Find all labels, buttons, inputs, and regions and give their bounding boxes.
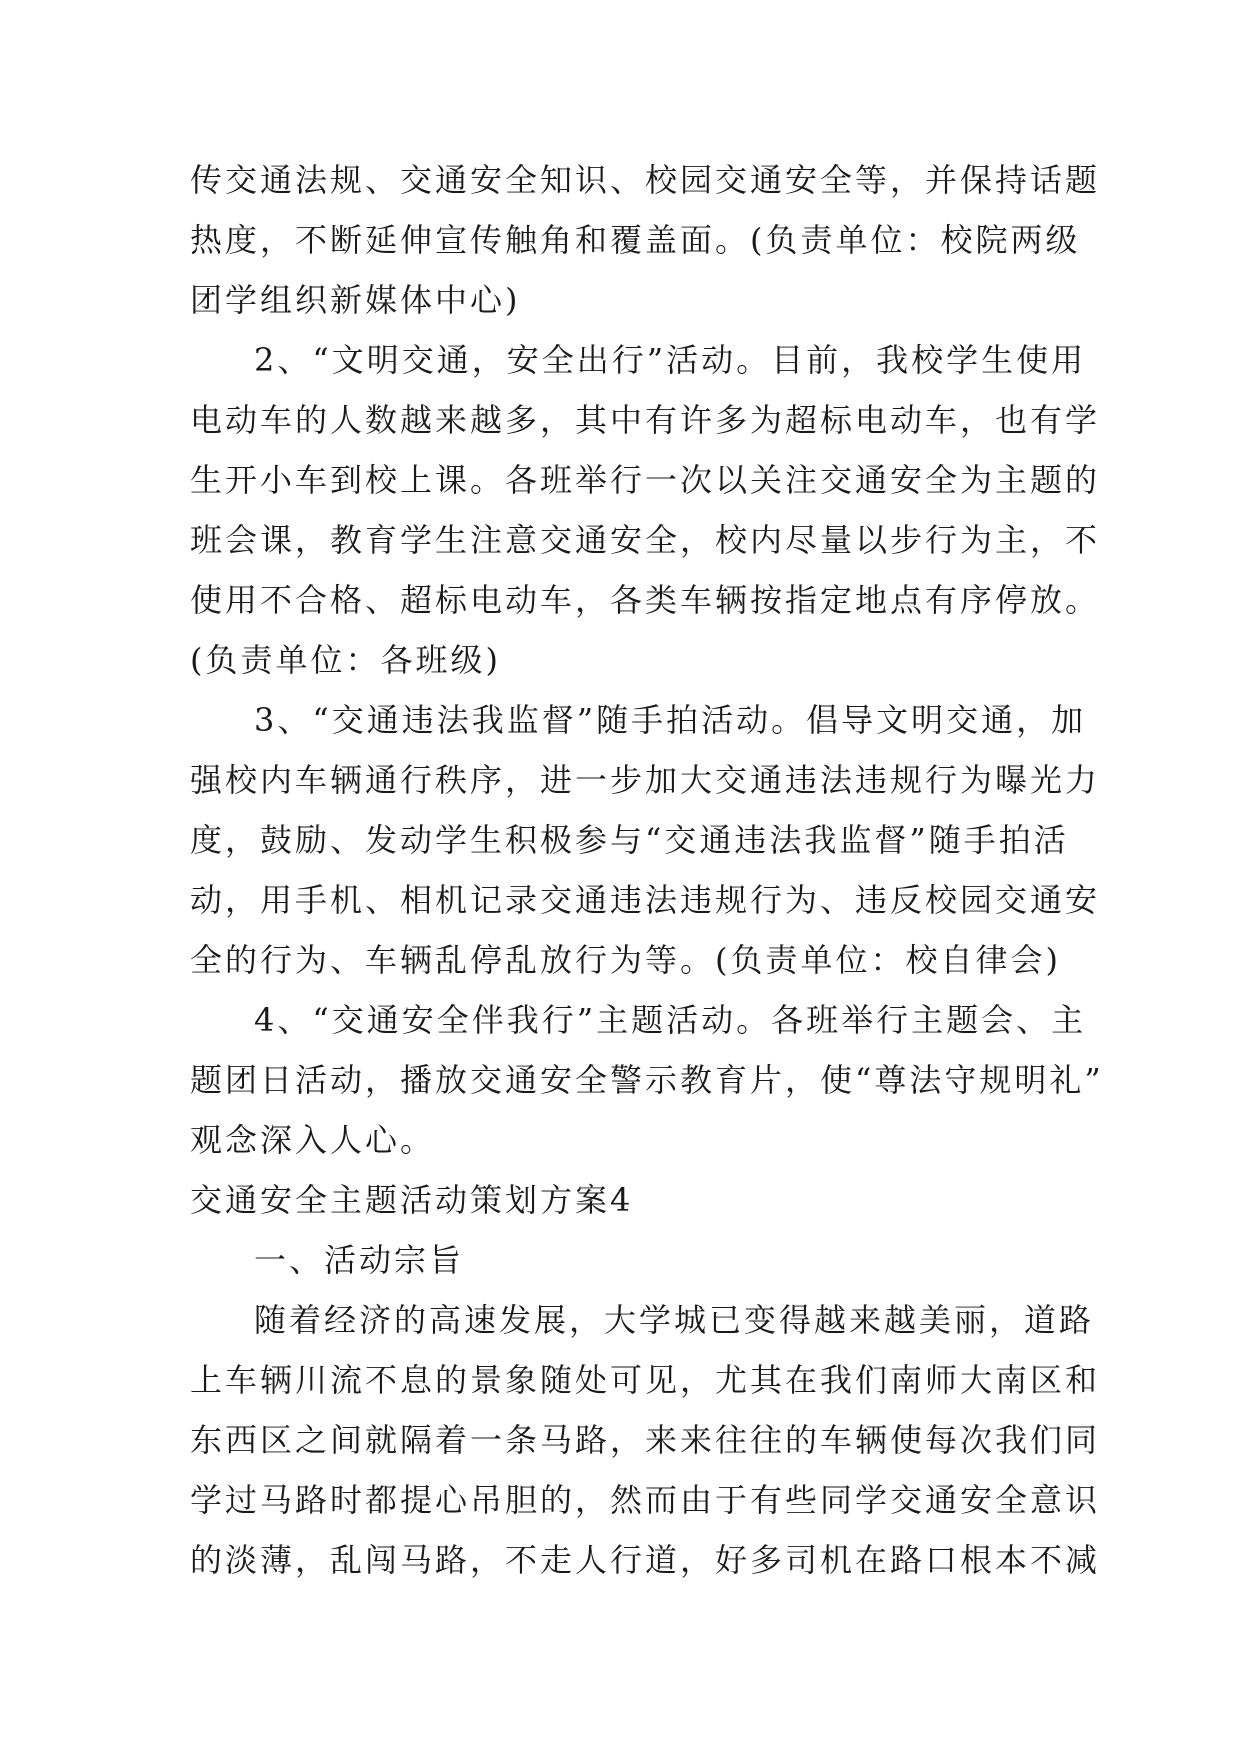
- document-body: [190, 150, 1104, 1590]
- text-line: 随着经济的高速发展，大学城已变得越来越美丽，道路: [254, 1301, 1095, 1339]
- text-line: 东西区之间就隔着一条马路，来来往往的车辆使每次我们同: [190, 1421, 1101, 1459]
- text-line: 传交通法规、交通安全知识、校园交通安全等，并保持话题: [190, 161, 1101, 199]
- text-line: 团学组织新媒体中心): [190, 281, 521, 319]
- text-line: 使用不合格、超标电动车，各类车辆按指定地点有序停放。: [190, 581, 1101, 619]
- text-line: 强校内车辆通行秩序，进一步加大交通违法违规行为曝光力: [190, 761, 1101, 799]
- text-line: 2、“文明交通，安全出行”活动。目前，我校学生使用: [254, 341, 1087, 379]
- text-line: 上车辆川流不息的景象随处可见，尤其在我们南师大南区和: [190, 1361, 1101, 1399]
- text-line: 学过马路时都提心吊胆的，然而由于有些同学交通安全意识: [190, 1481, 1101, 1519]
- text-line: 热度，不断延伸宣传触角和覆盖面。(负责单位：校院两级: [190, 221, 1081, 259]
- text-line: 的淡薄，乱闯马路，不走人行道，好多司机在路口根本不减: [190, 1541, 1101, 1579]
- subsection-heading: 一、活动宗旨: [254, 1241, 465, 1279]
- text-line: 度，鼓励、发动学生积极参与“交通违法我监督”随手拍活: [190, 821, 1069, 859]
- text-line: (负责单位：各班级): [190, 641, 501, 679]
- text-line: 全的行为、车辆乱停乱放行为等。(负责单位：校自律会): [190, 941, 1061, 979]
- text-line: 班会课，教育学生注意交通安全，校内尽量以步行为主，不: [190, 521, 1101, 559]
- text-line: 观念深入人心。: [190, 1121, 436, 1159]
- text-line: 题团日活动，播放交通安全警示教育片，使“尊法守规明礼”: [190, 1061, 1104, 1099]
- text-line: 动，用手机、相机记录交通违法违规行为、违反校园交通安: [190, 881, 1101, 919]
- text-line: 生开小车到校上课。各班举行一次以关注交通安全为主题的: [190, 461, 1101, 499]
- text-line: 3、“交通违法我监督”随手拍活动。倡导文明交通，加: [254, 701, 1087, 739]
- text-line: 电动车的人数越来越多，其中有许多为超标电动车，也有学: [190, 401, 1101, 439]
- section-title: 交通安全主题活动策划方案4: [190, 1181, 634, 1219]
- text-line: 4、“交通安全伴我行”主题活动。各班举行主题会、主: [254, 1001, 1087, 1039]
